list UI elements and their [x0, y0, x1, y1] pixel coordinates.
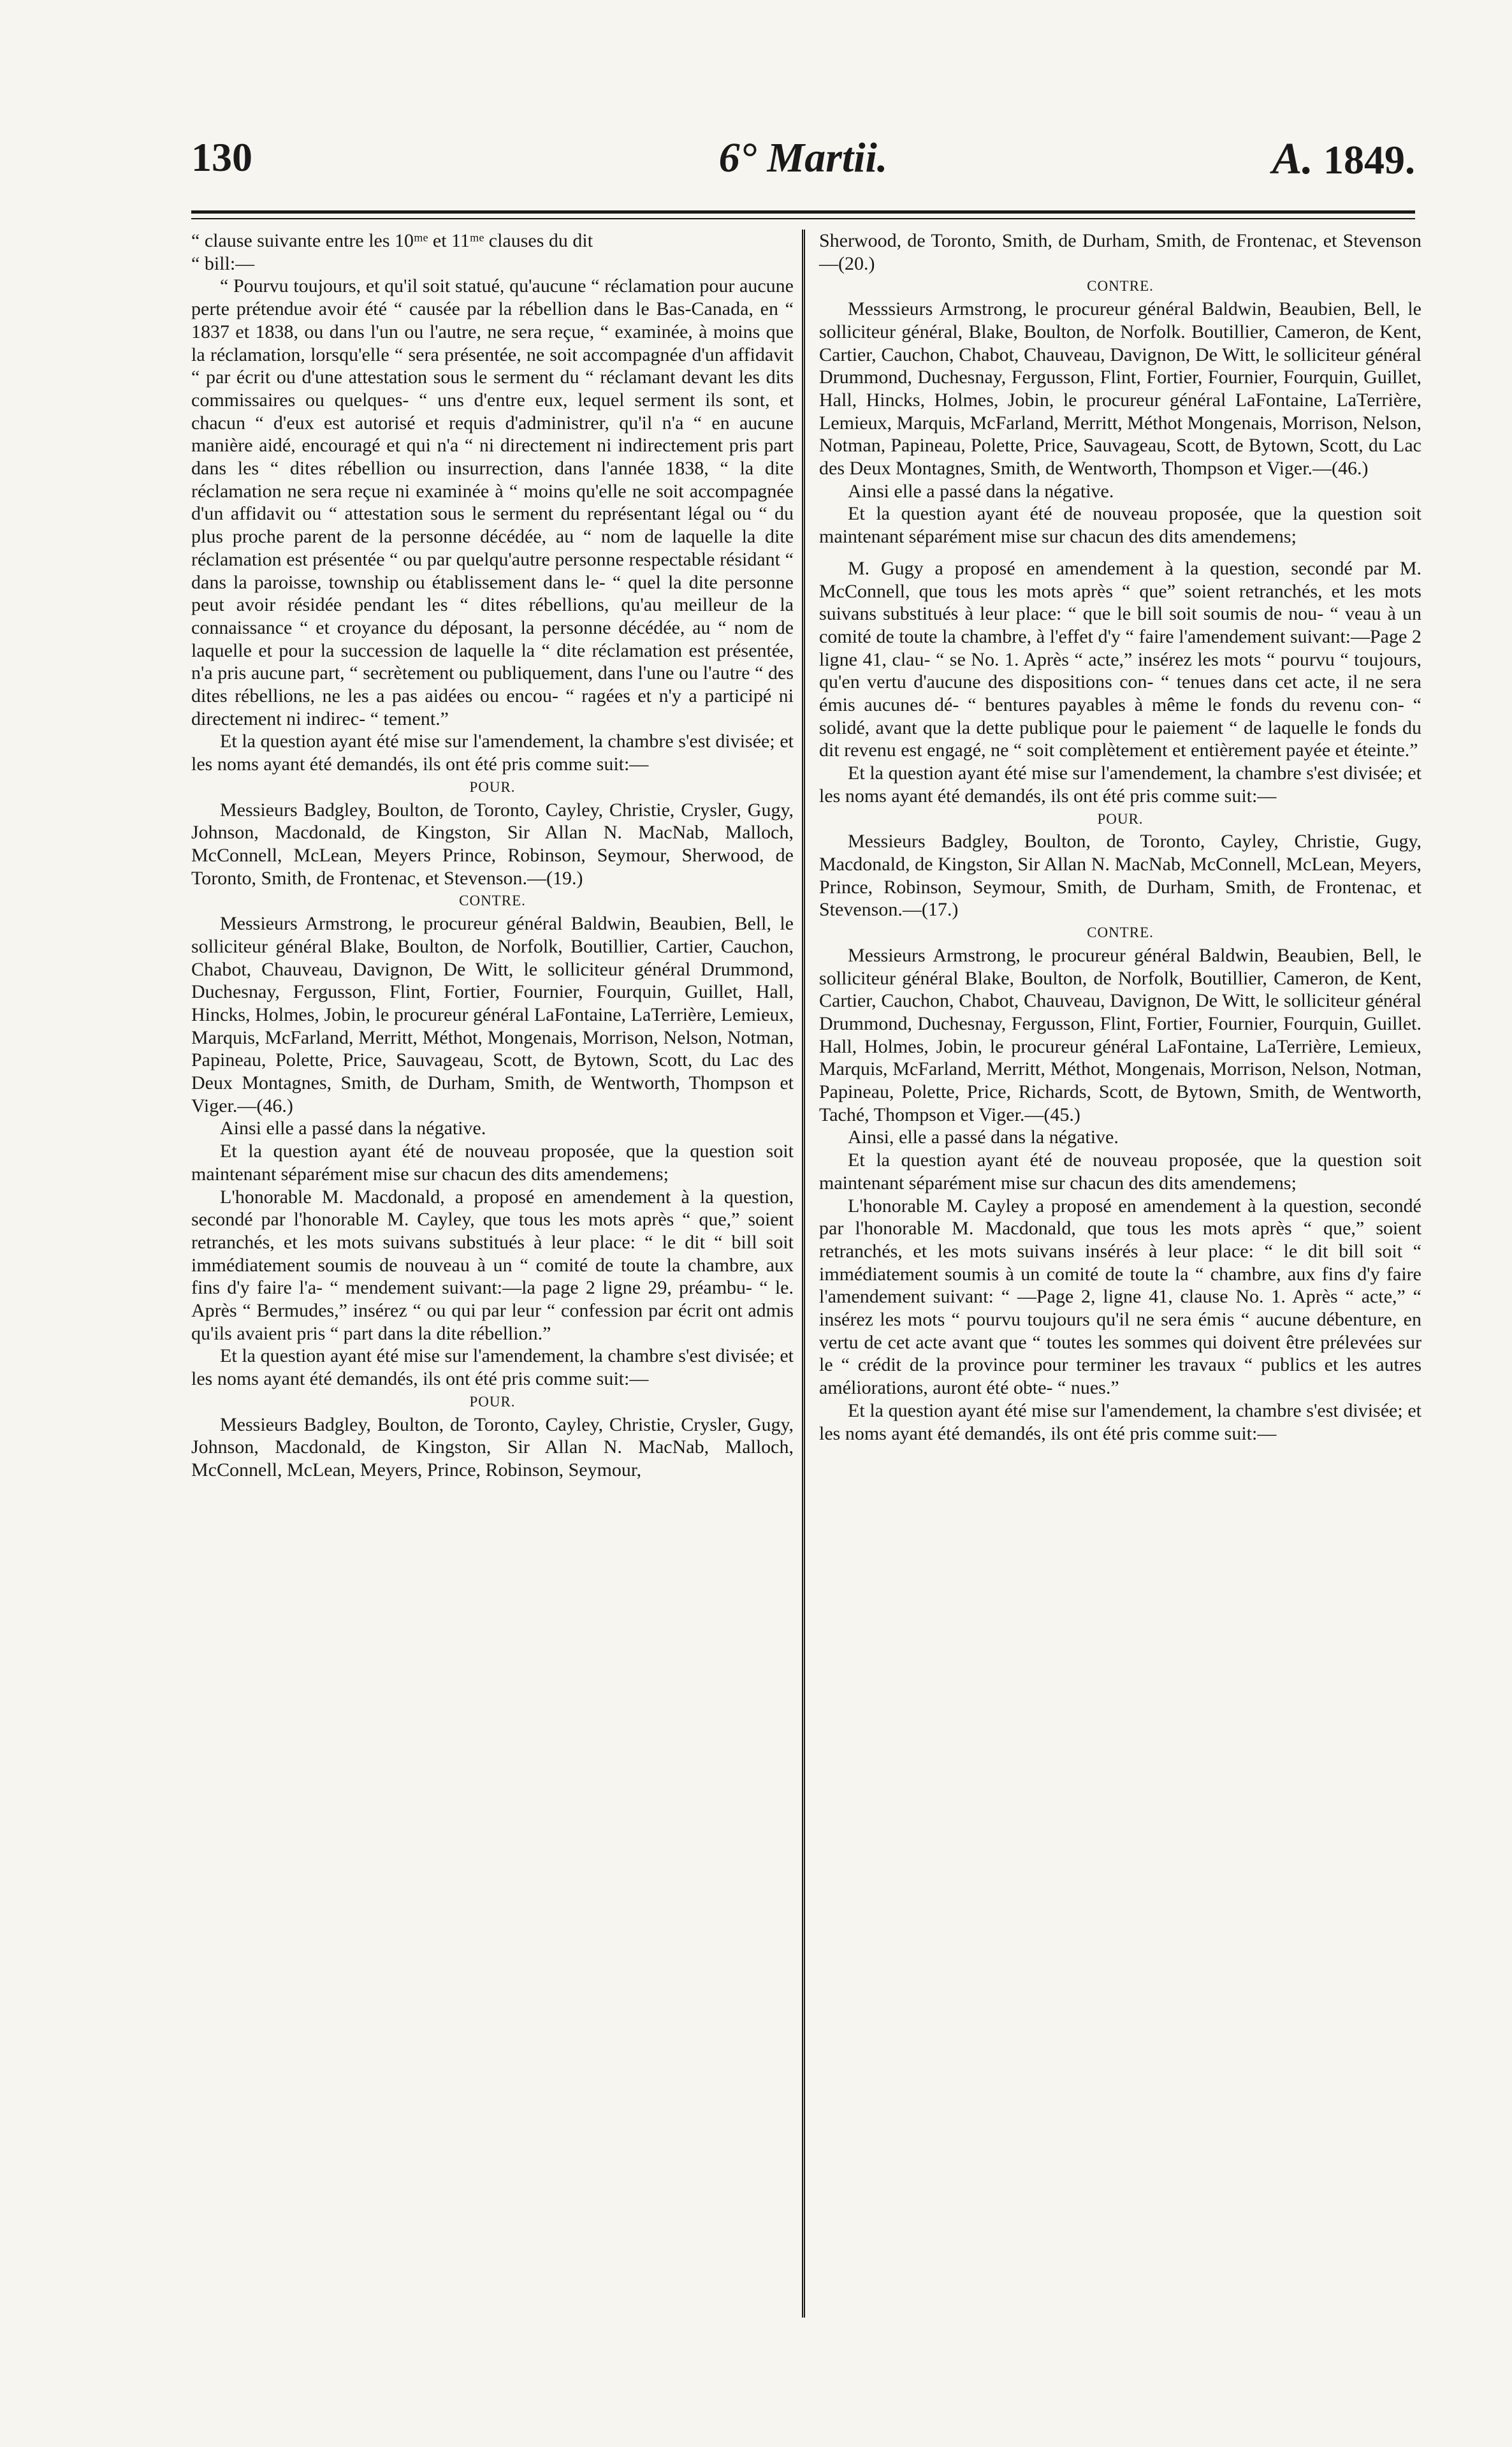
clause-intro — [191, 230, 794, 275]
paragraph: Et la question ayant été mise sur l'amendement, la chambre s'est divisée; et les noms ayant été demandés, ils ont été pris comme suit:— — [191, 1345, 794, 1390]
paragraph: Et la question ayant été mise sur l'amendement, la chambre s'est divisée; et les noms ayant été demandés, ils ont été pris comme suit:— — [819, 1399, 1421, 1444]
column-divider — [802, 230, 805, 2318]
header-rule-thick — [191, 210, 1415, 214]
paragraph: Ainsi elle a passé dans la négative. — [220, 1118, 486, 1139]
page-number: 130 — [191, 135, 252, 180]
contre-list: Messieurs Armstrong, le procureur général Baldwin, Beaubien, Bell, le solliciteur général Blake, Boulton, de Norfolk, Boutillier, Cameron, de Kent, Cartier, Cauchon, Chabot, Chauveau, Davignon, De Witt, le solliciteur général Drummond, Duchesnay, Fergusson, Flint, Fortier, Fournier, Fourquin, Guillet. Hall, Holmes, Jobin, le procureur général LaFontaine, LaTerrière, Lemieux, Marquis, McFarland, Merritt, Méthot, Mongenais, Morrison, Nelson, Notman, Papineau, Polette, Price, Richards, Scott, de Bytown, Smith, de Wentworth, Taché, Thompson et Viger.—(45.) — [819, 944, 1421, 1125]
header-year — [1272, 134, 1415, 185]
clause-intro-line: “ bill:— — [191, 252, 255, 274]
year-prefix: A. — [1272, 135, 1313, 184]
paragraph: Sherwood, de Toronto, Smith, de Durham, Smith, de Frontenac, et Stevenson—(20.) — [819, 230, 1421, 274]
paragraph: Et la question ayant été mise sur l'amendement, la chambre s'est divisée; et les noms ayant été demandés, ils ont été pris comme suit:— — [191, 731, 794, 775]
paragraph: Et la question ayant été mise sur l'amendement, la chambre s'est divisée; et les noms ayant été demandés, ils ont été pris comme suit:— — [819, 763, 1421, 807]
paragraph: Et la question ayant été de nouveau proposée, que la question soit maintenant séparément mise sur chacun des dits amendemens; — [191, 1141, 794, 1185]
page-header — [191, 134, 1415, 191]
pour-list: Messieurs Badgley, Boulton, de Toronto, Cayley, Christie, Gugy, Macdonald, de Kingston, Sir Allan N. MacNab, McConnell, McLean, Meyers, Prince, Robinson, Seymour, Smith, de Durham, Smith, de Frontenac, et Stevenson.—(17.) — [819, 831, 1421, 921]
paragraph: Ainsi elle a passé dans la négative. — [848, 480, 1114, 502]
left-column — [191, 230, 794, 1482]
paragraph: Ainsi, elle a passé dans la négative. — [848, 1127, 1119, 1148]
paragraph: M. Gugy a proposé en amendement à la question, secondé par M. McConnell, que tous les mots après “ que” soient retranchés, et les mots suivans substitués à leur place: “ que le bill soit soumis de nou- “ veau à un comité de toute la chambre, à l'effet d'y “ faire l'amendement suivant:—Page 2 ligne 41, clau- “ se No. 1. Après “ acte,” insérez les mots “ pourvu “ toujours, qu'en vertu d'aucune des dispositions con- “ tenues dans cet acte, il ne sera émis aucunes dé- “ bentures payables à même le fonds du revenu con- “ solidé, avant que la dette publique pour le paiement “ de laquelle le fonds du dit revenu est engagé, ne “ soit complètement et entièrement payée et éteinte.” — [819, 557, 1421, 761]
pour-list: Messieurs Badgley, Boulton, de Toronto, Cayley, Christie, Crysler, Gugy, Johnson, Macdonald, de Kingston, Sir Allan N. MacNab, Malloch, McConnell, McLean, Meyers Prince, Robinson, Seymour, Sherwood, de Toronto, Smith, de Frontenac, et Stevenson.—(19.) — [191, 799, 794, 889]
paragraph: L'honorable M. Cayley a proposé en amendement à la question, secondé par l'honorable M. Macdonald, que tous les mots après “ que,” soient retranchés, et les mots suivans insérés à leur place: “ le dit bill soit “ immédiatement soumis à un comité de toute la “ chambre, aux fins d'y faire l'amendement suivant: “ —Page 2, ligne 41, clause No. 1. Après “ acte,” “ insérez les mots “ pourvu toujours qu'il ne sera émis “ aucune débenture, en vertu de cet acte avant que “ toutes les sommes qui doivent être prélevées sur le “ crédit de la province pour terminer les travaux “ publics et les autres améliorations, auront été obte- “ nues.” — [819, 1195, 1421, 1399]
quoted-clause: “ Pourvu toujours, et qu'il soit statué, qu'aucune “ réclamation pour aucune perte prétendue avoir été “ causée par la rébellion dans le Bas-Canada, en “ 1837 et 1838, ou dans l'un ou l'autre, ne sera reçue, “ examinée, à moins que la réclamation, lorsqu'elle “ sera présentée, ne soit accompagnée d'un affidavit “ par écrit ou d'une attestation sous le serment du “ réclamant devant les dits commissaires ou quelques- “ uns d'entre eux, lequel serment ils sont, et chacun “ d'eux est autorisé et requis d'administrer, qu'il n'a “ en aucune manière aidé, encouragé et qui n'a “ ni directement ni indirectement pris part dans les “ dites rébellion ou insurrection, dans l'année 1838, “ la dite réclamation ne sera reçue ni examinée à “ moins qu'elle ne soit accompagnée d'un affidavit ou “ attestation sous le serment du représentant légal ou “ du plus proche parent de la personne décédée, au “ nom de laquelle la dite réclamation est présentée “ ou par quelqu'autre personne respectable résidant “ dans la paroisse, township ou établissement dans le- “ quel la dite personne peut avoir résidée pendant les “ dites rébellions, qu'au meilleur de la connaissance “ et croyance du déposant, la personne décédée, au “ nom de laquelle et pour la succession de laquelle la “ dite réclamation est présentée, n'a pris aucune part, “ secrètement ou publiquement, dans l'une ou l'autre “ des dites rébellions, ne les a pas aidées ou encou- “ ragées et n'y a participé ni directement ni indirec- “ tement.” — [191, 275, 794, 729]
clause-intro-line: “ clause suivante entre les 10ᵐᵉ et 11ᵐᵉ clauses du dit — [191, 230, 593, 251]
header-date: 6° Martii. — [718, 135, 888, 181]
year-value: 1849. — [1323, 137, 1415, 182]
contre-heading: CONTRE. — [1087, 278, 1154, 295]
header-rule-thin — [191, 218, 1415, 219]
paragraph: Et la question ayant été de nouveau proposée, que la question soit maintenant séparément mise sur chacun des dits amendemens; — [819, 1150, 1421, 1194]
pour-list: Messieurs Badgley, Boulton, de Toronto, Cayley, Christie, Crysler, Gugy, Johnson, Macdonald, de Kingston, Sir Allan N. MacNab, Malloch, McConnell, McLean, Meyers, Prince, Robinson, Seymour, — [191, 1413, 794, 1480]
contre-list: Messsieurs Armstrong, le procureur général Baldwin, Beaubien, Bell, le solliciteur général, Blake, Boulton, de Norfolk. Boutillier, Cameron, de Kent, Cartier, Cauchon, Chabot, Chauveau, Davignon, De Witt, le solliciteur général Drummond, Duchesnay, Fergusson, Flint, Fortier, Fournier, Fourquin, Guillet, Hall, Hincks, Holmes, Jobin, le procureur général LaFontaine, LaTerrière, Lemieux, Marquis, McFarland, Merritt, Méthot Mongenais, Morrison, Nelson, Notman, Papineau, Polette, Price, Sauvageau, Scott, de Bytown, Scott, du Lac des Deux Montagnes, Smith, de Wentworth, Thompson et Viger.—(46.) — [819, 298, 1421, 479]
paragraph: L'honorable M. Macdonald, a proposé en amendement à la question, secondé par l'honorable M. Cayley, que tous les mots après “ que,” soient retranchés, et les mots suivans substitués à leur place: “ le dit “ bill soit immédiatement soumis de nouveau à un “ comité de toute la chambre, aux fins d'y faire l'a- “ mendement suivant:—la page 2 ligne 29, préambu- “ le. Après “ Bermudes,” insérez “ ou qui par leur “ confession par écrit ont admis qu'ils avaient pris “ part dans la dite rébellion.” — [191, 1186, 794, 1344]
contre-list: Messieurs Armstrong, le procureur général Baldwin, Beaubien, Bell, le solliciteur général Blake, Boulton, de Norfolk, Boutillier, Cartier, Cauchon, Chabot, Chauveau, Davignon, De Witt, le solliciteur général Drummond, Duchesnay, Fergusson, Flint, Fortier, Fournier, Fourquin, Guillet, Hall, Hincks, Holmes, Jobin, le procureur général LaFontaine, LaTerrière, Lemieux, Marquis, McFarland, Merritt, Méthot, Mongenais, Morrison, Nelson, Notman, Papineau, Polette, Price, Sauvageau, Scott, de Bytown, Scott, du Lac des Deux Montagnes, Smith, de Durham, Smith, de Wentworth, Thompson et Viger.—(46.) — [191, 913, 794, 1116]
contre-heading: CONTRE. — [1087, 924, 1154, 941]
pour-heading: POUR. — [1097, 810, 1144, 827]
right-column — [819, 230, 1421, 1445]
contre-heading: CONTRE. — [459, 893, 526, 909]
pour-heading: POUR. — [469, 1393, 516, 1410]
paragraph: Et la question ayant été de nouveau proposée, que la question soit maintenant séparément mise sur chacun des dits amendemens; — [819, 503, 1421, 548]
pour-heading: POUR. — [469, 778, 516, 795]
